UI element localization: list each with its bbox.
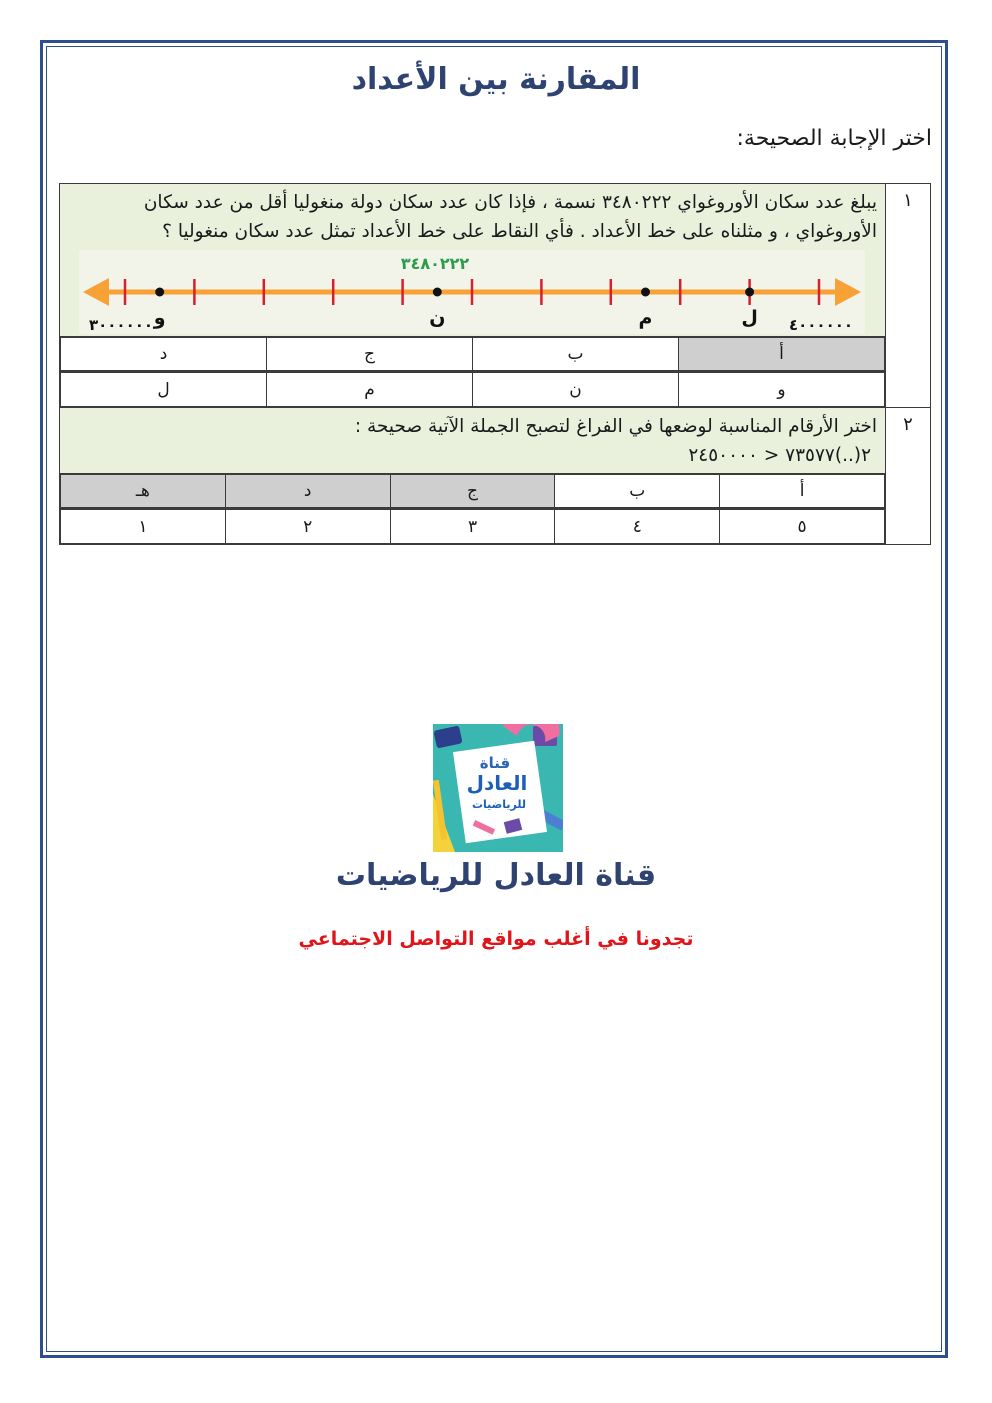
- channel-logo: [433, 724, 563, 852]
- number-line-point-label: م: [638, 307, 653, 329]
- question-2-letters-row: [60, 474, 931, 509]
- option-a-letter[interactable]: أ: [720, 475, 885, 508]
- number-line: [79, 250, 865, 334]
- social-text: تجدونا في أغلب مواقع التواصل الاجتماعي: [298, 928, 694, 950]
- option-c-letter[interactable]: ج: [390, 475, 555, 508]
- number-line-point: [433, 288, 442, 297]
- logo-line1: قناة: [479, 754, 511, 772]
- logo-line3: للرياضيات: [471, 798, 527, 811]
- number-line-point-label: و: [153, 307, 166, 329]
- question-2-text: اختر الأرقام المناسبة لوضعها في الفراغ لتصبح الجملة الآتية صحيحة :: [354, 416, 877, 437]
- number-line-area: [60, 246, 885, 336]
- number-line-point: [155, 288, 164, 297]
- option-c-answer[interactable]: م: [267, 373, 473, 407]
- question-1-row: [60, 184, 931, 337]
- option-b-letter[interactable]: ب: [555, 475, 720, 508]
- option-b-answer[interactable]: ن: [473, 373, 679, 407]
- page-title: المقارنة بين الأعداد: [351, 62, 641, 97]
- number-line-right-end: ٤٠٠٠٠٠٠: [788, 316, 854, 334]
- question-2-row: [60, 408, 931, 474]
- option-c-answer[interactable]: ٣: [390, 510, 555, 544]
- question-number: ١: [886, 184, 931, 408]
- option-d-answer[interactable]: ل: [61, 373, 267, 407]
- question-2-inequality: ٢(..)٧٣٥٧٧ < ٢٤٥٠٠٠٠: [688, 445, 871, 466]
- number-line-left-end: ٣٠٠٠٠٠٠: [88, 316, 154, 334]
- option-a-answer[interactable]: ٥: [720, 510, 885, 544]
- number-line-point: [745, 288, 754, 297]
- option-c-letter[interactable]: ج: [267, 338, 473, 371]
- question-number: ٢: [886, 408, 931, 545]
- question-1-body: [60, 184, 886, 337]
- option-d-letter[interactable]: د: [61, 338, 267, 371]
- questions-table: [59, 183, 931, 545]
- number-line-point: [641, 288, 650, 297]
- option-b-letter[interactable]: ب: [473, 338, 679, 371]
- question-1-letters-row: [60, 337, 931, 372]
- question-1-answers-row: [60, 372, 931, 408]
- question-2-answers-row: [60, 509, 931, 545]
- options-table: [60, 337, 885, 371]
- number-line-point-label: ل: [741, 307, 758, 329]
- question-2-body: [60, 408, 886, 474]
- arrow-right-icon: [835, 278, 861, 306]
- instruction-text: اختر الإجابة الصحيحة:: [736, 126, 932, 151]
- question-1-text: يبلغ عدد سكان الأوروغواي ٣٤٨٠٢٢٢ نسمة ، فإذا كان عدد سكان دولة منغوليا أقل من عدد سكان الأوروغواي ، و مثلناه على خط الأعداد . فأي النقاط على خط الأعداد تمثل عدد سكان منغوليا ؟: [60, 184, 885, 246]
- option-d-answer[interactable]: ٢: [225, 510, 390, 544]
- logo-line2: العادل: [466, 771, 528, 795]
- option-a-answer[interactable]: و: [679, 373, 885, 407]
- channel-name: قناة العادل للرياضيات: [335, 858, 657, 893]
- number-line-top-label: ٣٤٨٠٢٢٢: [400, 254, 470, 273]
- option-d-letter[interactable]: د: [225, 475, 390, 508]
- option-e-letter[interactable]: هـ: [61, 475, 226, 508]
- arrow-left-icon: [83, 278, 109, 306]
- number-line-point-label: ن: [429, 307, 446, 329]
- option-e-answer[interactable]: ١: [61, 510, 226, 544]
- option-a-letter[interactable]: أ: [679, 338, 885, 371]
- option-b-answer[interactable]: ٤: [555, 510, 720, 544]
